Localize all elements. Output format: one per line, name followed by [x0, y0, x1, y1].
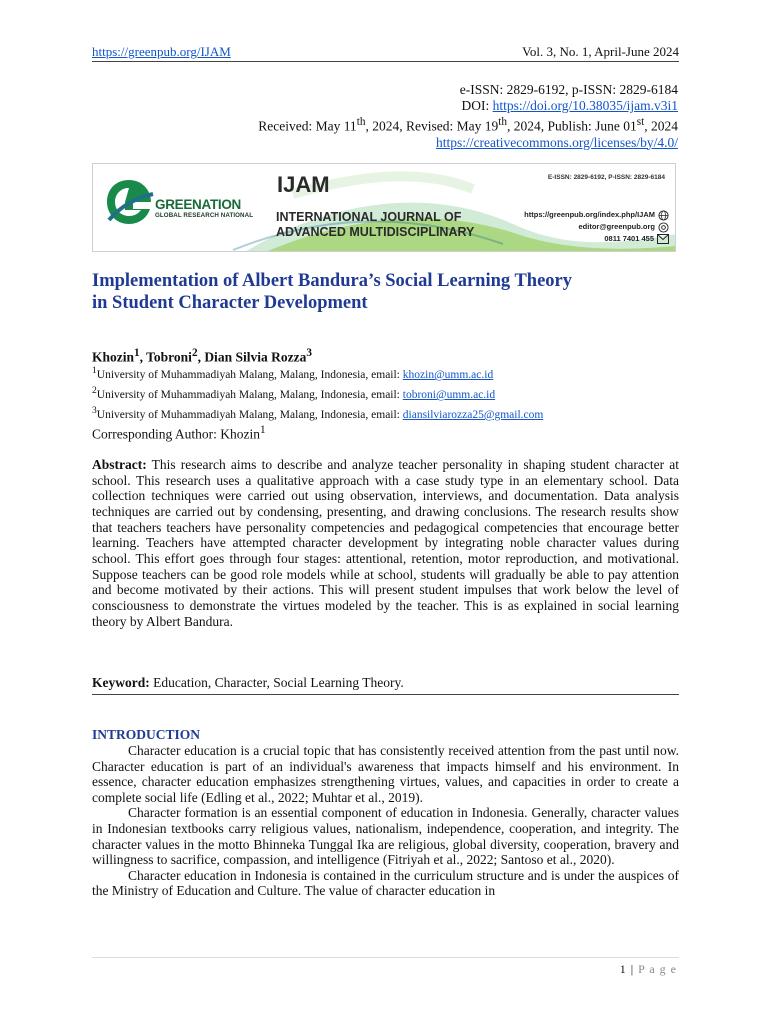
author-name: Khozin [92, 349, 135, 365]
page-number [620, 962, 677, 977]
banner-phone: 0811 7401 455 [604, 234, 654, 243]
publish-date: , 2024, Publish: June 01 [506, 118, 637, 134]
email-link[interactable]: diansilviarozza25@gmail.com [402, 408, 544, 421]
brand-name: GREENATION [155, 197, 242, 212]
page-number-value: 1 [619, 962, 627, 976]
corresponding-label: Corresponding Author: Khozin [92, 426, 260, 442]
affiliation-sup: 1 [92, 365, 97, 376]
body-paragraph: Character formation is an essential component of education in Indonesia. Generally, character values in Indonesian textbooks carry religious values, nationalism, independence, cooperation, and integrity. The character values in the motto Bhinneka Tunggal Ika are religious, global diversity, cooperation, bravery and willingness to sacrifice, compassion, and intelligence (Fitriyah et al., 2022; Santoso et al., 2020). [92, 805, 679, 868]
publish-sup: st [636, 116, 645, 128]
author-name: , Tobroni [139, 349, 192, 365]
article-title [92, 270, 682, 314]
email-link[interactable]: khozin@umm.ac.id [402, 368, 494, 381]
email-link[interactable]: tobroni@umm.ac.id [402, 388, 496, 401]
license-link[interactable]: https://creativecommons.org/licenses/by/4.0/ [436, 134, 678, 150]
affiliation-text: University of Muhammadiyah Malang, Malang, Indonesia, email: [96, 368, 403, 381]
page-label: P a g e [638, 962, 677, 976]
affiliation-item [92, 363, 543, 383]
keyword-text: Education, Character, Social Learning Theory. [149, 675, 404, 690]
body-paragraph: Character education is a crucial topic that has consistently received attention from the past until now. Character education is part of an individual's awareness that impacts himself and his environment. In essence, character education emphasizes strengthening virtues, values, and capacities in order to create a complete social life (Edling et al., 2022; Muhtar et al., 2019). [92, 743, 679, 805]
title-line1: Implementation of Albert Bandura’s Social Learning Theory [92, 271, 572, 291]
title-line2: in Student Character Development [92, 293, 368, 313]
doi-line [258, 98, 678, 114]
corresponding-sup: 1 [260, 424, 266, 436]
abstract-text: This research aims to describe and analyze teacher personality in shaping student character at school. This research uses a qualitative approach with a case study type in an elementary school. Data collection techniques were carried out using observation, interviews, and documentation. Data analysis techniques are carried out by condensing, presenting, and drawing conclusions. The research results show that teachers teachers have personality competencies and pedagogical competencies that encourage better learning. Teachers have attempted character development by integrating noble character values during school. This effort goes through four stages: attentional, retention, motor reproduction, and motivational. Suppose teachers can be good role models while at school, students will gradually be able to pay attention and become motivated by their actions. This will present student impulses that work below the level of consciousness to demonstrate the virtues modeled by the teacher. This is as explained in social learning theory by Albert Bandura. [92, 457, 679, 629]
author-sup: 1 [134, 347, 140, 359]
journal-full-name [276, 210, 474, 239]
greenation-logo-icon [103, 176, 155, 228]
corresponding-author [92, 424, 266, 443]
abstract-label: Abstract: [92, 457, 147, 472]
banner-contacts [524, 209, 669, 245]
banner-website: https://greenpub.org/index.php/IJAM [524, 210, 655, 219]
page-separator: | [626, 962, 639, 976]
page-footer [92, 957, 679, 976]
banner-website-row [524, 209, 669, 221]
mail-icon [657, 234, 669, 244]
license-line [258, 135, 678, 151]
journal-name-line2: ADVANCED MULTIDISCIPLINARY [276, 224, 475, 239]
affiliation-text: University of Muhammadiyah Malang, Malang, Indonesia, email: [96, 388, 403, 401]
globe-icon [658, 210, 669, 221]
journal-abbreviation: IJAM [277, 172, 330, 197]
author-sup: 2 [191, 347, 198, 359]
author-name: , Dian Silvia Rozza [197, 349, 307, 365]
banner-email: editor@greenpub.org [578, 222, 655, 231]
affiliation-item [92, 383, 543, 403]
article-meta [258, 82, 678, 151]
affiliation-sup: 2 [92, 385, 97, 397]
issn-line: e-ISSN: 2829-6192, p-ISSN: 2829-6184 [459, 82, 678, 97]
banner-email-row [524, 221, 669, 233]
dates-line [258, 114, 678, 135]
received-sup: th [356, 116, 366, 128]
banner-issn: E-ISSN: 2829-6192, P-ISSN: 2829-6184 [547, 174, 665, 181]
keyword-label: Keyword: [92, 675, 150, 690]
affiliation-list [92, 363, 543, 423]
keywords [92, 675, 679, 695]
author-sup: 3 [306, 347, 312, 359]
doi-link[interactable]: https://doi.org/10.38035/ijam.v3i1 [492, 98, 678, 113]
section-heading: INTRODUCTION [92, 727, 201, 742]
received-date: Received: May 11 [258, 118, 357, 134]
publisher-brand [155, 198, 253, 219]
volume-info: Vol. 3, No. 1, April-June 2024 [522, 44, 679, 59]
publish-year: , 2024 [644, 118, 678, 134]
revised-sup: th [498, 116, 507, 128]
brand-subtitle: GLOBAL RESEARCH NATIONAL [155, 212, 254, 219]
affiliation-item [92, 403, 543, 423]
journal-banner [92, 163, 676, 252]
at-sign-icon [658, 222, 669, 233]
revised-date: , 2024, Revised: May 19 [365, 118, 499, 134]
abstract [92, 457, 679, 629]
affiliation-text: University of Muhammadiyah Malang, Malang, Indonesia, email: [96, 408, 403, 421]
affiliation-sup: 3 [92, 405, 97, 417]
journal-name-line1: INTERNATIONAL JOURNAL OF [276, 210, 462, 224]
doi-label: DOI: [461, 98, 493, 113]
introduction-body [92, 743, 679, 899]
journal-url-link[interactable]: https://greenpub.org/IJAM [92, 44, 231, 59]
banner-phone-row [524, 233, 669, 245]
body-paragraph: Character education in Indonesia is contained in the curriculum structure and is under the auspices of the Ministry of Education and Culture. The value of character education in [92, 867, 679, 899]
running-header [92, 42, 679, 62]
